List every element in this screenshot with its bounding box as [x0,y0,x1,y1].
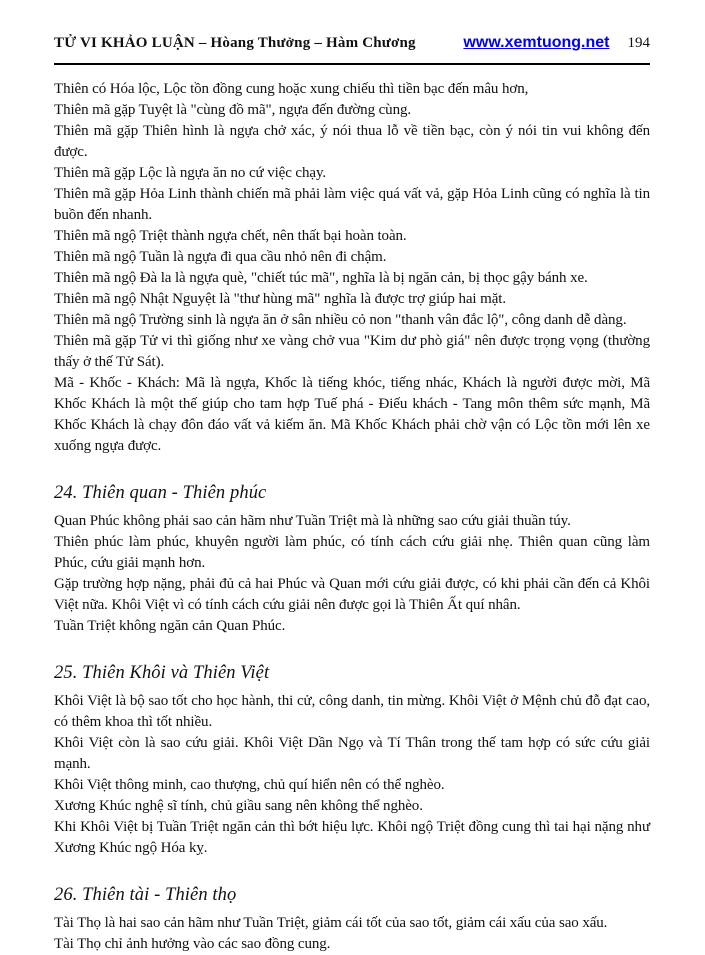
book-title: TỬ VI KHẢO LUẬN – Hòang Thưởng – Hàm Chương [54,35,416,51]
paragraph: Thiên mã gặp Tuyệt là "cùng đồ mã", ngựa đến đường cùng. [54,102,412,118]
paragraph: Thiên mã gặp Hỏa Linh thành chiến mã phải làm việc quá vất vả, gặp Hỏa Linh cũng có nghĩa là tin buồn đến nhanh. [54,186,650,223]
section-25 [54,662,650,859]
page-number: 194 [627,35,650,51]
section-intro [54,79,650,457]
paragraph: Thiên mã gặp Lộc là ngựa ăn no cứ việc chạy. [54,165,327,181]
paragraph: Xương Khúc nghệ sĩ tính, chủ giầu sang nên không thể nghèo. [54,798,423,814]
paragraph: Thiên có Hóa lộc, Lộc tồn đồng cung hoặc xung chiếu thì tiền bạc đến mâu hơn, [54,81,529,97]
section-heading-26: 26. Thiên tài - Thiên thọ [54,885,237,905]
paragraph: Mã - Khốc - Khách: Mã là ngựa, Khốc là tiếng khóc, tiếng nhác, Khách là người được mời, Mã Khốc Khách là một thế giúp cho tam hợp Tuế phá - Điếu khách - Tang môn thêm sức mạnh, Mã Khốc Khách là chạy đôn đáo vất vả kiếm ăn. Mã Khốc Khách phải chờ vận có Lộc tồn mới lên xe xuống ngựa được. [54,375,650,454]
header-divider [54,63,650,65]
page-header [54,34,650,52]
paragraph: Thiên mã ngộ Nhật Nguyệt là "thư hùng mã" nghĩa là được trợ giúp hai mặt. [54,291,506,307]
section-heading-25: 25. Thiên Khôi và Thiên Việt [54,663,270,683]
page-body [54,79,650,955]
website-link[interactable]: www.xemtuong.net [463,34,610,51]
section-heading-24: 24. Thiên quan - Thiên phúc [54,483,267,503]
paragraph: Khôi Việt còn là sao cứu giải. Khôi Việt Dần Ngọ và Tí Thân trong thế tam hợp có sức cứu giải mạnh. [54,735,650,772]
paragraph: Thiên mã ngộ Đà la là ngựa què, "chiết túc mã", nghĩa là bị ngăn cản, bị thọc gậy bánh xe. [54,270,588,286]
paragraph: Gặp trường hợp nặng, phải đủ cả hai Phúc và Quan mới cứu giải được, có khi phải cần đến cả Khôi Việt nữa. Khôi Việt vì có tính cách cứu giải nên được gọi là Thiên Ất quí nhân. [54,576,650,613]
paragraph: Thiên mã ngộ Tuần là ngựa đi qua cầu nhỏ nên đi chậm. [54,249,387,265]
paragraph: Tuần Triệt không ngăn cản Quan Phúc. [54,618,286,634]
section-26 [54,884,650,955]
paragraph: Tài Thọ chỉ ảnh hưởng vào các sao đồng cung. [54,936,331,952]
section-24 [54,482,650,637]
paragraph: Tài Thọ là hai sao cản hãm như Tuần Triệt, giảm cái tốt của sao tốt, giảm cái xấu của sao xấu. [54,915,608,931]
paragraph: Thiên mã gặp Thiên hình là ngựa chở xác, ý nói thua lỗ về tiền bạc, còn ý nói tin vui không đến được. [54,123,650,160]
paragraph: Quan Phúc không phải sao cản hãm như Tuần Triệt mà là những sao cứu giải thuần túy. [54,513,571,529]
paragraph: Thiên mã ngộ Trường sinh là ngựa ăn ở sân nhiều cỏ non "thanh vân đắc lộ", công danh dễ dàng. [54,312,627,328]
header-right [463,34,650,52]
paragraph: Khôi Việt là bộ sao tốt cho học hành, thi cử, công danh, tin mừng. Khôi Việt ở Mệnh chủ đỗ đạt cao, có thêm khoa thì tốt nhiều. [54,693,650,730]
paragraph: Khi Khôi Việt bị Tuần Triệt ngăn cản thì bớt hiệu lực. Khôi ngộ Triệt đồng cung thì tai hại nặng như Xương Khúc ngộ Hóa kỵ. [54,819,650,856]
paragraph: Thiên mã gặp Tử vi thì giống như xe vàng chở vua "Kim dư phò giá" nên được trọng vọng (thường thấy ở thế Tử Sát). [54,333,650,370]
paragraph: Thiên mã ngộ Triệt thành ngựa chết, nên thất bại hoàn toàn. [54,228,407,244]
paragraph: Thiên phúc làm phúc, khuyên người làm phúc, có tính cách cứu giải nhẹ. Thiên quan cũng làm Phúc, cứu giải mạnh hơn. [54,534,650,571]
paragraph: Khôi Việt thông minh, cao thượng, chủ quí hiển nên có thể nghèo. [54,777,445,793]
